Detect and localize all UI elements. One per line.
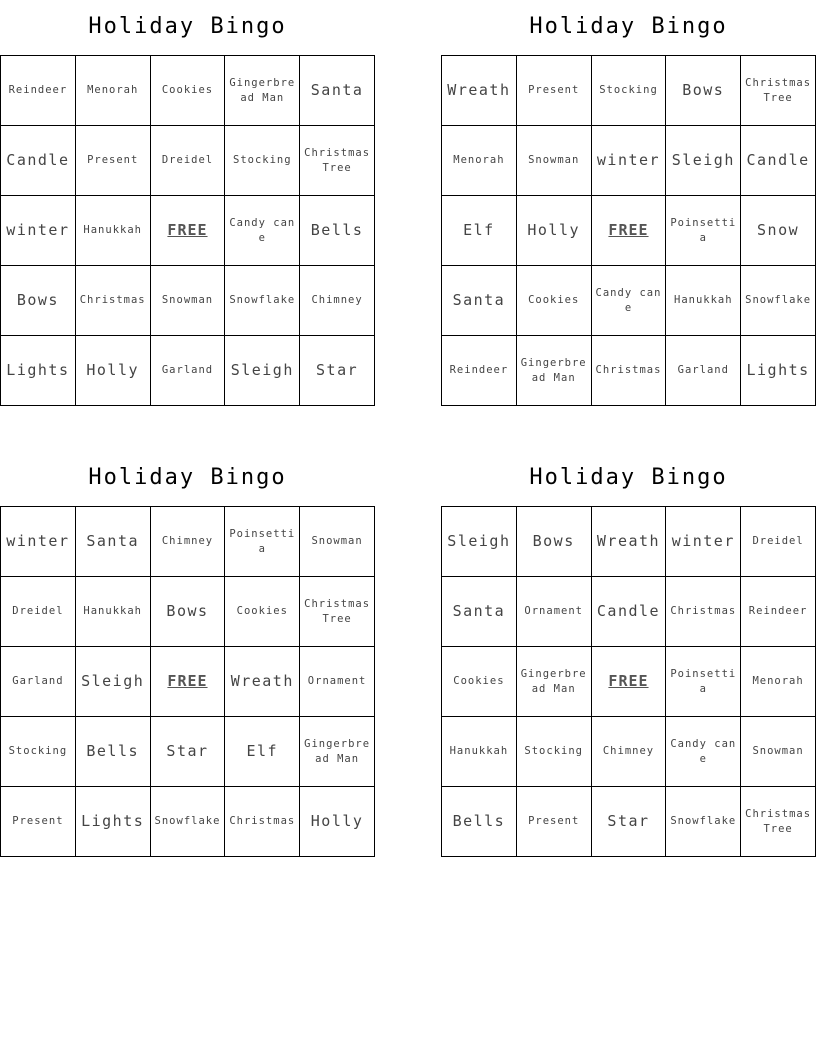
bingo-cell: Chimney [151,507,226,577]
bingo-cell: Bows [517,507,592,577]
free-space: FREE [592,196,667,266]
bingo-cell: Bows [1,266,76,336]
bingo-card-1 [0,0,375,406]
bingo-cell: winter [1,507,76,577]
bingo-cell: Present [517,787,592,857]
bingo-cell: Ornament [517,577,592,647]
bingo-cell: Candle [1,126,76,196]
bingo-cell: Stocking [225,126,300,196]
bingo-cell: Snowman [741,717,816,787]
bingo-cell: Hanukkah [76,196,151,266]
bingo-cell: Wreath [592,507,667,577]
bingo-cell: Dreidel [1,577,76,647]
free-space: FREE [151,647,226,717]
bingo-cell: Santa [442,266,517,336]
bingo-cell: Chimney [300,266,375,336]
bingo-cell: Sleigh [442,507,517,577]
bingo-cell: Candy cane [666,717,741,787]
bingo-cell: Garland [1,647,76,717]
bingo-cell: Chimney [592,717,667,787]
bingo-cell: Santa [76,507,151,577]
bingo-cell: Gingerbread Man [300,717,375,787]
bingo-cell: Star [151,717,226,787]
bingo-cell: Sleigh [666,126,741,196]
bingo-cell: Cookies [225,577,300,647]
bingo-cell: Snowflake [666,787,741,857]
bingo-cell: Wreath [442,56,517,126]
bingo-cell: Reindeer [442,336,517,406]
bingo-cell: Hanukkah [76,577,151,647]
bingo-cell: Poinsettia [225,507,300,577]
bingo-cell: Menorah [76,56,151,126]
bingo-cell: Menorah [741,647,816,717]
bingo-cell: Snowman [517,126,592,196]
bingo-cell: Christmas Tree [300,126,375,196]
bingo-cell: winter [1,196,76,266]
bingo-cell: Garland [666,336,741,406]
bingo-cell: Dreidel [151,126,226,196]
bingo-cell: Star [592,787,667,857]
card-title: Holiday Bingo [529,14,728,39]
bingo-cell: Santa [300,56,375,126]
bingo-cell: Candy cane [592,266,667,336]
bingo-cell: Hanukkah [442,717,517,787]
bingo-cell: Cookies [151,56,226,126]
bingo-cell: Sleigh [76,647,151,717]
bingo-card-2 [441,0,816,406]
card-title: Holiday Bingo [88,14,287,39]
bingo-grid [0,55,375,406]
bingo-cell: Snowflake [225,266,300,336]
bingo-cell: Cookies [517,266,592,336]
bingo-cell: Candy cane [225,196,300,266]
bingo-cell: Wreath [225,647,300,717]
bingo-cell: Elf [442,196,517,266]
bingo-cell: Lights [76,787,151,857]
bingo-cell: winter [666,507,741,577]
bingo-cell: Gingerbread Man [225,56,300,126]
bingo-cell: Star [300,336,375,406]
bingo-cell: Bows [666,56,741,126]
bingo-cell: winter [592,126,667,196]
bingo-cell: Stocking [592,56,667,126]
bingo-cell: Bells [442,787,517,857]
bingo-cell: Holly [517,196,592,266]
bingo-cell: Snowman [151,266,226,336]
bingo-cell: Reindeer [1,56,76,126]
bingo-grid [441,55,816,406]
bingo-cell: Christmas [666,577,741,647]
bingo-cell: Present [1,787,76,857]
bingo-cell: Candle [741,126,816,196]
bingo-cell: Ornament [300,647,375,717]
bingo-cell: Poinsettia [666,196,741,266]
bingo-cell: Present [76,126,151,196]
bingo-cell: Christmas Tree [300,577,375,647]
bingo-cell: Sleigh [225,336,300,406]
bingo-cell: Hanukkah [666,266,741,336]
bingo-cell: Reindeer [741,577,816,647]
bingo-cell: Christmas [225,787,300,857]
bingo-cell: Bells [300,196,375,266]
card-title: Holiday Bingo [88,465,287,490]
bingo-cell: Christmas Tree [741,56,816,126]
bingo-grid [0,506,375,857]
bingo-cell: Bells [76,717,151,787]
bingo-cell: Christmas [76,266,151,336]
bingo-cell: Garland [151,336,226,406]
bingo-cell: Bows [151,577,226,647]
bingo-cell: Lights [1,336,76,406]
bingo-cell: Candle [592,577,667,647]
card-title: Holiday Bingo [529,465,728,490]
bingo-grid [441,506,816,857]
bingo-cell: Elf [225,717,300,787]
bingo-cell: Holly [76,336,151,406]
bingo-cell: Snow [741,196,816,266]
bingo-card-3 [0,451,375,857]
bingo-cell: Stocking [1,717,76,787]
bingo-cell: Snowflake [151,787,226,857]
bingo-card-4 [441,451,816,857]
bingo-cell: Menorah [442,126,517,196]
bingo-cell: Lights [741,336,816,406]
free-space: FREE [151,196,226,266]
bingo-cell: Santa [442,577,517,647]
bingo-cell: Christmas [592,336,667,406]
bingo-cell: Poinsettia [666,647,741,717]
bingo-cell: Snowflake [741,266,816,336]
bingo-cell: Gingerbread Man [517,336,592,406]
bingo-cell: Snowman [300,507,375,577]
bingo-cell: Present [517,56,592,126]
bingo-cell: Dreidel [741,507,816,577]
bingo-cell: Holly [300,787,375,857]
bingo-cell: Christmas Tree [741,787,816,857]
free-space: FREE [592,647,667,717]
bingo-cell: Cookies [442,647,517,717]
bingo-cell: Gingerbread Man [517,647,592,717]
bingo-cell: Stocking [517,717,592,787]
